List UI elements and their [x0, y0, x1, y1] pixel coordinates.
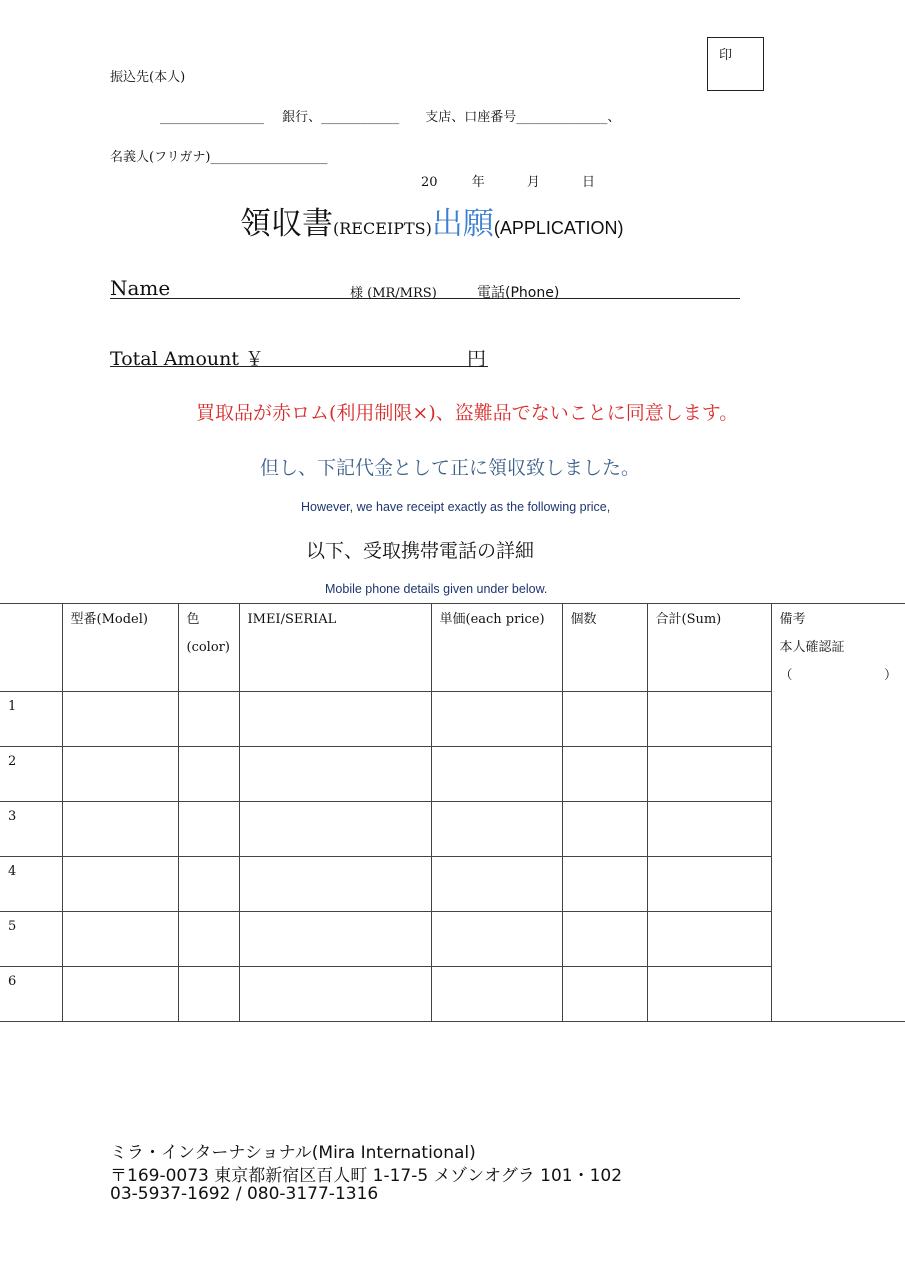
total-amount-label: Total Amount ￥ [110, 348, 265, 370]
bank-label: 銀行、 [282, 110, 322, 125]
cell-imei[interactable] [239, 912, 431, 967]
row-index: 2 [0, 747, 62, 802]
cell-imei[interactable] [239, 967, 431, 1022]
cell-quantity[interactable] [562, 802, 647, 857]
row-index: 6 [0, 967, 62, 1022]
receipt-statement-jp: 但し、下記代金として正に領収致しました。 [260, 457, 641, 479]
phone-label: 電話(Phone) [477, 285, 560, 301]
row-index: 3 [0, 802, 62, 857]
date-year: 年 [471, 175, 485, 190]
cell-imei[interactable] [239, 747, 431, 802]
cell-color[interactable] [178, 802, 239, 857]
cell-color[interactable] [178, 747, 239, 802]
cell-sum[interactable] [647, 857, 771, 912]
bank-line [160, 106, 620, 125]
header-remarks: 備考 [779, 612, 806, 627]
table-row [0, 802, 905, 857]
title-receipt-jp: 領収書 [240, 206, 333, 242]
cell-color[interactable] [178, 692, 239, 747]
yen-label: 円 [467, 348, 487, 370]
bank-line-end: 、 [607, 110, 621, 125]
title-application-en: (APPLICATION) [493, 218, 624, 238]
cell-unit-price[interactable] [431, 747, 562, 802]
company-phones: 03-5937-1692 / 080-3177-1316 [110, 1184, 379, 1204]
row-index: 5 [0, 912, 62, 967]
total-amount-field[interactable] [110, 344, 488, 370]
document-title [240, 198, 624, 243]
seal-label: 印 [719, 48, 733, 63]
cell-color[interactable] [178, 857, 239, 912]
title-receipt-en: (RECEIPTS) [333, 219, 432, 238]
cell-unit-price[interactable] [431, 692, 562, 747]
company-name: ミラ・インターナショナル(Mira International) [110, 1143, 476, 1163]
header-quantity: 個数 [562, 604, 647, 692]
cell-quantity[interactable] [562, 967, 647, 1022]
branch-label: 支店、口座番号 [425, 110, 517, 125]
table-row [0, 747, 905, 802]
cell-unit-price[interactable] [431, 967, 562, 1022]
cell-imei[interactable] [239, 692, 431, 747]
name-label: Name [110, 276, 171, 300]
paren-close: ） [883, 668, 897, 683]
cell-unit-price[interactable] [431, 857, 562, 912]
cell-quantity[interactable] [562, 692, 647, 747]
table-row [0, 692, 905, 747]
header-color-jp: 色 [186, 612, 200, 627]
header-index [0, 604, 62, 692]
table-row [0, 857, 905, 912]
row-index: 4 [0, 857, 62, 912]
honorific-label: 様 (MR/MRS) [350, 286, 437, 301]
account-number-blank[interactable]: ______________ [516, 110, 608, 125]
cell-sum[interactable] [647, 912, 771, 967]
name-field[interactable] [110, 276, 740, 299]
cell-unit-price[interactable] [431, 912, 562, 967]
cell-sum[interactable] [647, 802, 771, 857]
cell-imei[interactable] [239, 857, 431, 912]
cell-model[interactable] [62, 802, 178, 857]
cell-model[interactable] [62, 912, 178, 967]
cell-model[interactable] [62, 967, 178, 1022]
table-row [0, 967, 905, 1022]
cell-sum[interactable] [647, 967, 771, 1022]
cell-quantity[interactable] [562, 912, 647, 967]
paren-open: （ [779, 668, 793, 683]
date-month: 月 [526, 175, 540, 190]
cell-quantity[interactable] [562, 857, 647, 912]
row-index: 1 [0, 692, 62, 747]
cell-sum[interactable] [647, 747, 771, 802]
date-line [421, 171, 595, 190]
title-application-jp: 出願 [431, 206, 494, 242]
cell-sum[interactable] [647, 692, 771, 747]
cell-model[interactable] [62, 747, 178, 802]
transfer-to-label: 振込先(本人) [110, 70, 186, 85]
table-row [0, 912, 905, 967]
details-heading: 以下、受取携帯電話の詳細 [306, 540, 535, 562]
header-color-en: (color) [186, 640, 230, 655]
cell-unit-price[interactable] [431, 802, 562, 857]
cell-imei[interactable] [239, 802, 431, 857]
account-holder-field[interactable]: 名義人(フリガナ)__________________ [110, 150, 328, 165]
branch-name-blank[interactable]: ____________ [321, 110, 400, 125]
header-model: 型番(Model) [62, 604, 178, 692]
header-color [178, 604, 239, 692]
cell-model[interactable] [62, 857, 178, 912]
header-unit-price: 単価(each price) [431, 604, 562, 692]
cell-model[interactable] [62, 692, 178, 747]
id-check-label: 本人確認証 [779, 640, 845, 655]
seal-box [707, 37, 764, 91]
cell-color[interactable] [178, 967, 239, 1022]
table-header-row [0, 604, 905, 692]
details-subheading: Mobile phone details given under below. [325, 582, 548, 596]
id-check-field[interactable] [780, 662, 898, 690]
bank-name-blank[interactable]: ________________ [160, 110, 264, 125]
cell-quantity[interactable] [562, 747, 647, 802]
header-sum: 合計(Sum) [647, 604, 771, 692]
receipt-statement-en: However, we have receipt exactly as the following price, [301, 500, 611, 514]
date-day: 日 [582, 175, 596, 190]
remarks-column [771, 604, 905, 1022]
header-imei: IMEI/SERIAL [239, 604, 431, 692]
consent-notice: 買取品が赤ロム(利用制限×)、盗難品でないことに同意します。 [196, 402, 739, 424]
company-address: 〒169-0073 東京都新宿区百人町 1-17-5 メゾンオグラ 101・102 [110, 1166, 623, 1186]
cell-color[interactable] [178, 912, 239, 967]
date-year-prefix: 20 [421, 175, 438, 190]
phone-details-table [0, 603, 905, 1022]
